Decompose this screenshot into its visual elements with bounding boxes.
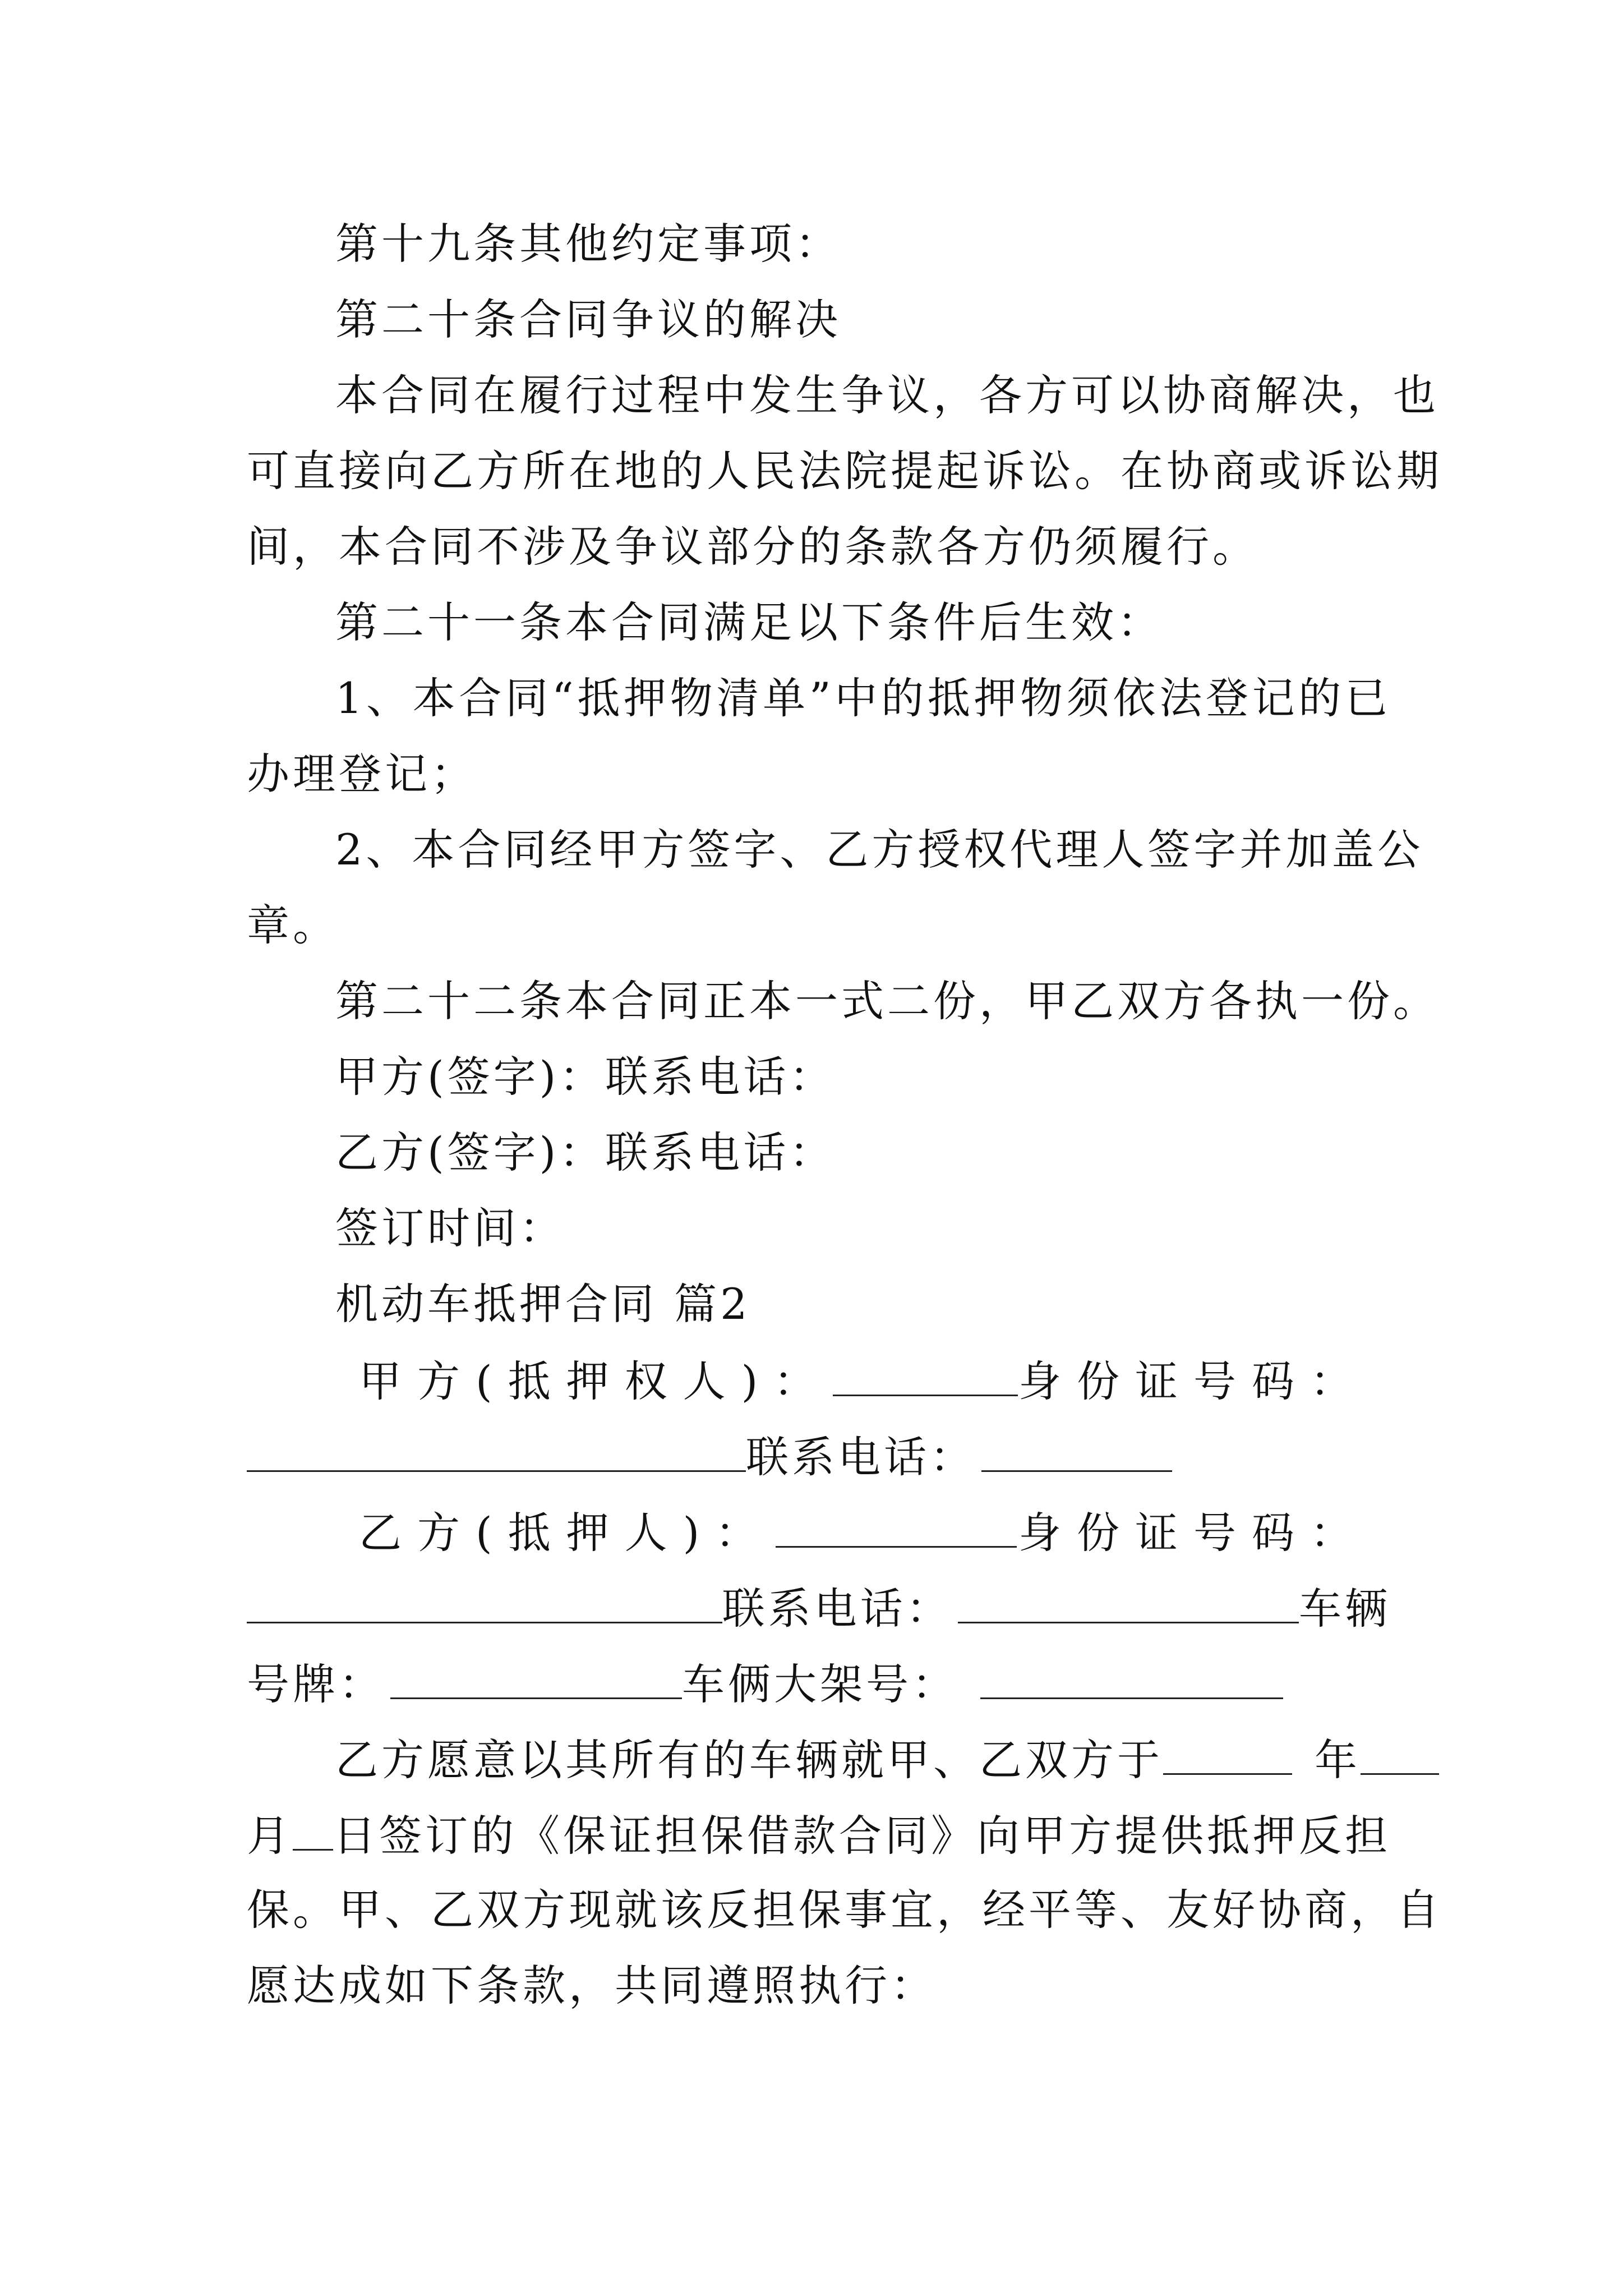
day-blank (293, 1801, 333, 1851)
party-a-id-blank (247, 1422, 746, 1472)
clause-20-line-3: 间，本合同不涉及争议部分的条款各方仍须履行。 (247, 522, 1258, 572)
month-blank (1361, 1725, 1439, 1775)
party-b-phone-blank (958, 1573, 1299, 1623)
party-b-row (359, 1498, 1368, 1565)
clause-21-item-2-line-1: 2、本合同经甲方签字、乙方授权代理人签字并加盖公 (335, 825, 1424, 875)
party-a-name-blank (833, 1346, 1018, 1396)
signature-party-a: 甲方(签字)：联系电话： (335, 1052, 836, 1102)
party-b-id-label: 身份证号码： (1018, 1508, 1368, 1558)
clause-21-item-2-line-2: 章。 (247, 900, 339, 950)
clause-21-item-1-line-1: 1、本合同“抵押物清单”中的抵押物须依法登记的已 (335, 673, 1391, 723)
party-a-row (359, 1346, 1368, 1414)
plate-blank (390, 1649, 682, 1699)
clause-20-heading: 第二十条合同争议的解决 (335, 295, 841, 344)
party-b-id-blank (247, 1573, 722, 1623)
p8-line-3: 保。甲、乙双方现就该反担保事宜，经平等、友好协商，自 (247, 1885, 1442, 1935)
party-b-label: 乙方(抵押人)： (359, 1508, 774, 1558)
clause-20-line-2: 可直接向乙方所在地的人民法院提起诉讼。在协商或诉讼期 (247, 446, 1442, 496)
party-a-row-2 (247, 1422, 1391, 1489)
party-a-id-label: 身份证号码： (1018, 1356, 1368, 1406)
clause-22: 第二十二条本合同正本一式二份，甲乙双方各执一份。 (335, 976, 1439, 1026)
p8-line-2 (247, 1801, 1391, 1868)
year-label: 年 (1315, 1735, 1361, 1785)
party-a-phone-blank (981, 1422, 1172, 1472)
plate-label-part-2: 号牌： (247, 1659, 385, 1709)
clause-21-heading: 第二十一条本合同满足以下条件后生效： (335, 597, 1163, 647)
p8-line-4: 愿达成如下条款，共同遵照执行： (247, 1961, 937, 2010)
frame-number-blank (980, 1649, 1283, 1699)
p8-line-1 (335, 1725, 1479, 1792)
frame-number-label: 车俩大架号： (682, 1659, 958, 1709)
month-label: 月 (247, 1811, 293, 1861)
plate-label-part-1: 车辆 (1299, 1584, 1391, 1634)
party-b-phone-label: 联系电话： (722, 1584, 952, 1634)
signature-party-b: 乙方(签字)：联系电话： (335, 1128, 836, 1177)
vehicle-row (247, 1649, 1391, 1717)
section-title: 机动车抵押合同 篇2 (335, 1279, 751, 1329)
year-blank (1163, 1725, 1292, 1775)
party-a-label: 甲方(抵押权人)： (359, 1356, 832, 1406)
signing-date: 签订时间： (335, 1203, 565, 1253)
party-b-row-2 (247, 1573, 1391, 1641)
p8-line-2-text: 日签订的《保证担保借款合同》向甲方提供抵押反担 (333, 1811, 1391, 1861)
p8-line-1-text: 乙方愿意以其所有的车辆就甲、乙双方于 (335, 1735, 1163, 1785)
party-b-name-blank (776, 1498, 1017, 1548)
party-a-phone-label: 联系电话： (746, 1432, 976, 1482)
clause-19: 第十九条其他约定事项： (335, 219, 841, 269)
clause-20-line-1: 本合同在履行过程中发生争议，各方可以协商解决，也 (335, 370, 1439, 420)
clause-21-item-1-line-2: 办理登记； (247, 749, 477, 799)
